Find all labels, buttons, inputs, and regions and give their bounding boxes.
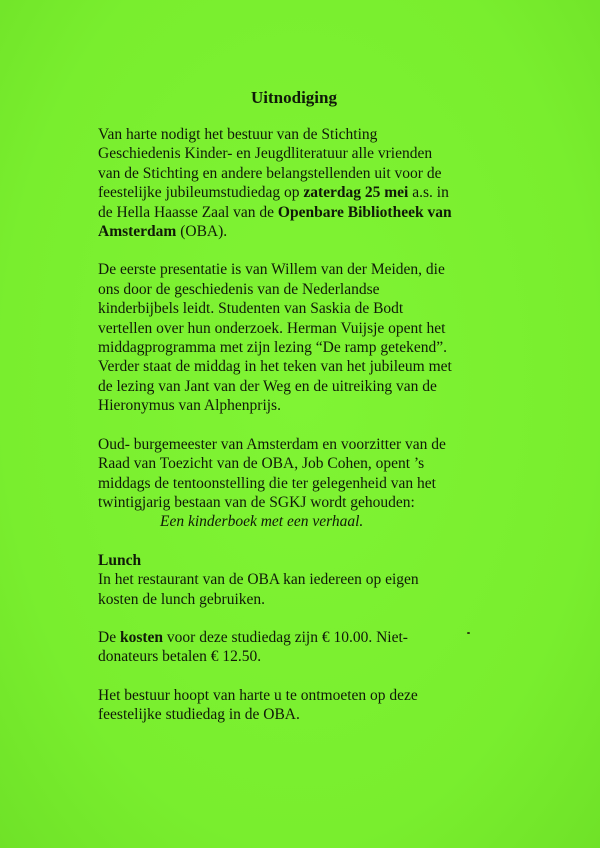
lunch-line-1: In het restaurant van de OBA kan iedereen op eigen — [98, 571, 419, 589]
event-date: zaterdag 25 mei — [303, 184, 409, 202]
program-line-2: ons door de geschiedenis van de Nederlandse — [98, 280, 380, 298]
page-title: Uitnodiging — [251, 88, 337, 107]
exhibition-line-2: Raad van Toezicht van de OBA, Job Cohen, opent ’s — [98, 455, 425, 473]
paper-speck — [467, 632, 470, 634]
intro-line-4-end: a.s. in — [408, 184, 449, 202]
costs-line-1-end: voor deze studiedag zijn € 10.00. Niet- — [163, 628, 408, 646]
closing-line-2: feestelijke studiedag in de OBA. — [98, 706, 300, 724]
venue-city: Amsterdam — [98, 223, 177, 241]
costs-line-1 — [98, 628, 538, 647]
intro-line-5 — [98, 203, 538, 222]
intro-line-1: Van harte nodigt het bestuur van de Stichting — [98, 126, 378, 143]
intro-line-5-text: de Hella Haasse Zaal van de — [98, 203, 278, 221]
costs-paragraph — [98, 628, 538, 667]
exhibition-line-4: twintigjarig bestaan van de SGKJ wordt gehouden: — [98, 493, 415, 511]
program-line-4: vertellen over hun onderzoek. Herman Vuijsje opent het — [98, 319, 446, 337]
intro-line-4 — [98, 183, 538, 202]
program-line-5: middagprogramma met zijn lezing “De ramp getekend”. — [98, 339, 448, 357]
venue-name: Openbare Bibliotheek van — [277, 203, 452, 221]
exhibition-paragraph — [98, 435, 538, 532]
costs-line-1-start: De — [98, 628, 120, 646]
closing-paragraph — [98, 686, 538, 725]
costs-keyword: kosten — [119, 628, 164, 646]
lunch-paragraph — [98, 551, 538, 609]
intro-line-3: van de Stichting en andere belangstellenden uit voor de — [98, 164, 442, 182]
exhibition-title: Een kinderboek met een verhaal. — [160, 513, 364, 531]
program-line-6: Verder staat de middag in het teken van het jubileum met — [98, 358, 452, 376]
program-line-1: De eerste presentatie is van Willem van der Meiden, die — [98, 261, 445, 279]
lunch-line-2: kosten de lunch gebruiken. — [98, 590, 266, 608]
venue-abbrev: (OBA). — [176, 223, 228, 241]
intro-line-2: Geschiedenis Kinder- en Jeugdliteratuur alle vrienden — [98, 145, 433, 163]
exhibition-line-3: middags de tentoonstelling die ter gelegenheid van het — [98, 474, 436, 492]
costs-line-2: donateurs betalen € 12.50. — [98, 648, 262, 666]
program-paragraph — [98, 260, 538, 415]
invitation-content — [98, 88, 538, 744]
lunch-heading: Lunch — [98, 551, 142, 569]
program-line-3: kinderbijbels leidt. Studenten van Saskia de Bodt — [98, 300, 404, 318]
closing-line-1: Het bestuur hoopt van harte u te ontmoeten op deze — [98, 686, 418, 704]
exhibition-line-1: Oud- burgemeester van Amsterdam en voorzitter van de — [98, 435, 446, 453]
intro-paragraph — [98, 125, 538, 241]
intro-line-6 — [98, 222, 538, 241]
program-line-7: de lezing van Jant van der Weg en de uitreiking van de — [98, 377, 437, 395]
program-line-8: Hieronymus van Alphenprijs. — [98, 397, 281, 415]
intro-line-4-text: feestelijke jubileumstudiedag op — [98, 184, 304, 202]
